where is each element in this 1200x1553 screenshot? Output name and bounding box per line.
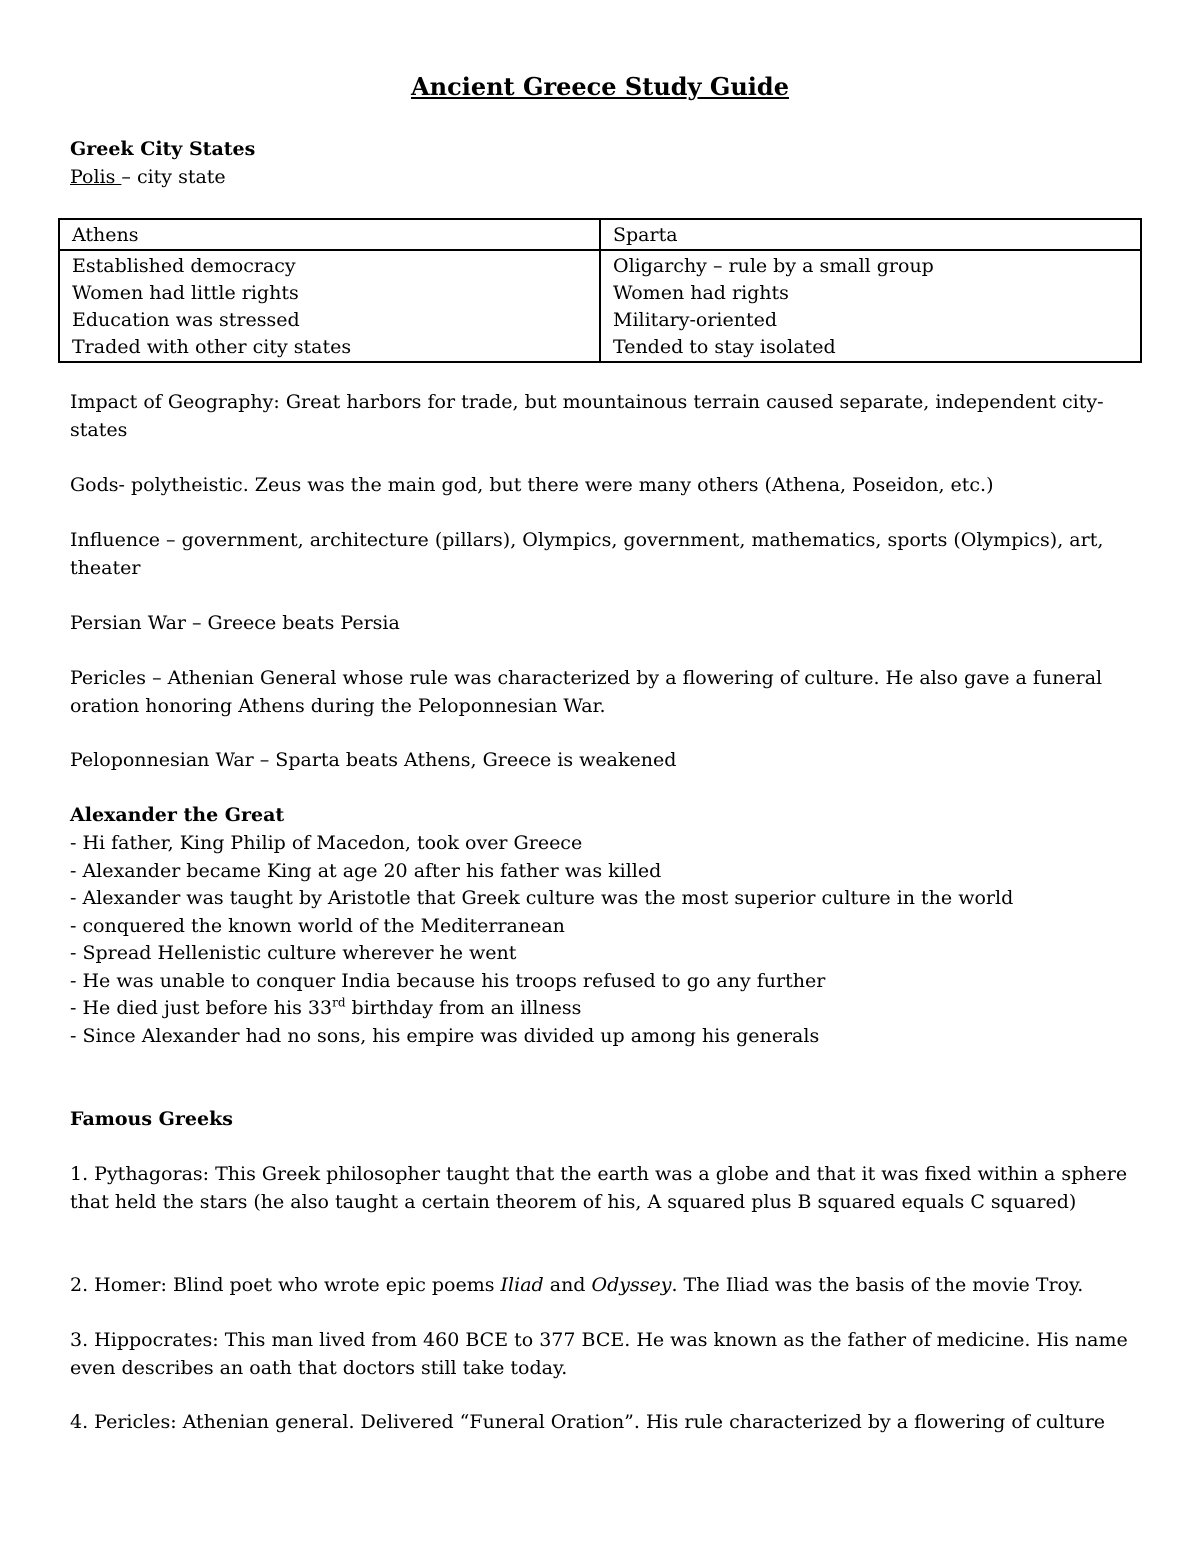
sparta-cell <box>600 250 1141 362</box>
table-header-athens: Athens <box>59 219 600 250</box>
list-item: - Alexander became King at age 20 after his father was killed <box>70 859 662 882</box>
homer-paragraph <box>70 1272 1140 1300</box>
athens-fact: Education was stressed <box>72 309 300 331</box>
sparta-fact: Women had rights <box>613 282 789 304</box>
hippocrates-paragraph: 3. Hippocrates: This man lived from 460 BCE to 377 BCE. He was known as the father of medicine. His name even describes an oath that doctors still take today. <box>70 1329 1128 1379</box>
city-states-heading: Greek City States <box>70 138 256 160</box>
odyssey-title: Odyssey <box>591 1274 672 1296</box>
persian-war-paragraph: Persian War – Greece beats Persia <box>70 612 400 634</box>
sparta-fact: Military-oriented <box>613 309 778 331</box>
athens-sparta-table <box>58 218 1142 363</box>
page-title: Ancient Greece Study Guide <box>411 72 789 101</box>
homer-pre: 2. Homer: Blind poet who wrote epic poems <box>70 1274 501 1296</box>
list-item: - He was unable to conquer India because his troops refused to go any further <box>70 969 826 992</box>
geography-paragraph: Impact of Geography: Great harbors for trade, but mountainous terrain caused separate, independent city-states <box>70 391 1104 441</box>
table-header-sparta: Sparta <box>600 219 1141 250</box>
polis-definition <box>70 164 1140 192</box>
peloponnesian-war-paragraph: Peloponnesian War – Sparta beats Athens, Greece is weakened <box>70 749 677 771</box>
birthday-sup: rd <box>332 995 346 1010</box>
athens-fact: Traded with other city states <box>72 336 352 358</box>
pythagoras-paragraph: 1. Pythagoras: This Greek philosopher taught that the earth was a globe and that it was fixed within a sphere that held the stars (he also taught a certain theorem of his, A squared plus B squared equals C squared) <box>70 1163 1128 1213</box>
homer-post: . The Iliad was the basis of the movie Troy. <box>671 1274 1084 1296</box>
athens-fact: Women had little rights <box>72 282 299 304</box>
birthday-pre: - He died just before his 33 <box>70 997 333 1019</box>
athens-fact: Established democracy <box>72 255 296 277</box>
list-item: - Since Alexander had no sons, his empire was divided up among his generals <box>70 1024 820 1047</box>
famous-greeks-heading: Famous Greeks <box>70 1108 233 1130</box>
alexander-heading: Alexander the Great <box>70 804 285 826</box>
alexander-list <box>70 830 1140 1050</box>
polis-term: Polis <box>70 166 122 188</box>
birthday-post: birthday from an illness <box>345 997 582 1019</box>
table-header-row <box>59 219 1141 250</box>
pericles-paragraph: Pericles – Athenian General whose rule was characterized by a flowering of culture. He also gave a funeral oration honoring Athens during the Peloponnesian War. <box>70 667 1103 717</box>
pericles-famous-paragraph: 4. Pericles: Athenian general. Delivered “Funeral Oration”. His rule characterized by a flowering of culture <box>70 1411 1106 1433</box>
list-item: - Hi father, King Philip of Macedon, took over Greece <box>70 832 583 854</box>
polis-def: – city state <box>121 166 226 188</box>
homer-and: and <box>543 1274 592 1296</box>
iliad-title: Iliad <box>500 1274 544 1296</box>
sparta-fact: Tended to stay isolated <box>613 336 836 358</box>
table-row <box>59 250 1141 362</box>
influence-paragraph: Influence – government, architecture (pillars), Olympics, government, mathematics, sports (Olympics), art, theater <box>70 529 1104 579</box>
gods-paragraph: Gods- polytheistic. Zeus was the main god, but there were many others (Athena, Poseidon, etc.) <box>70 474 994 496</box>
list-item-birthday <box>70 995 1140 1023</box>
list-item: - Alexander was taught by Aristotle that Greek culture was the most superior culture in the world <box>70 887 1014 909</box>
athens-cell <box>59 250 600 362</box>
list-item: - Spread Hellenistic culture wherever he went <box>70 942 517 964</box>
list-item: - conquered the known world of the Mediterranean <box>70 914 565 937</box>
sparta-fact: Oligarchy – rule by a small group <box>613 255 934 277</box>
